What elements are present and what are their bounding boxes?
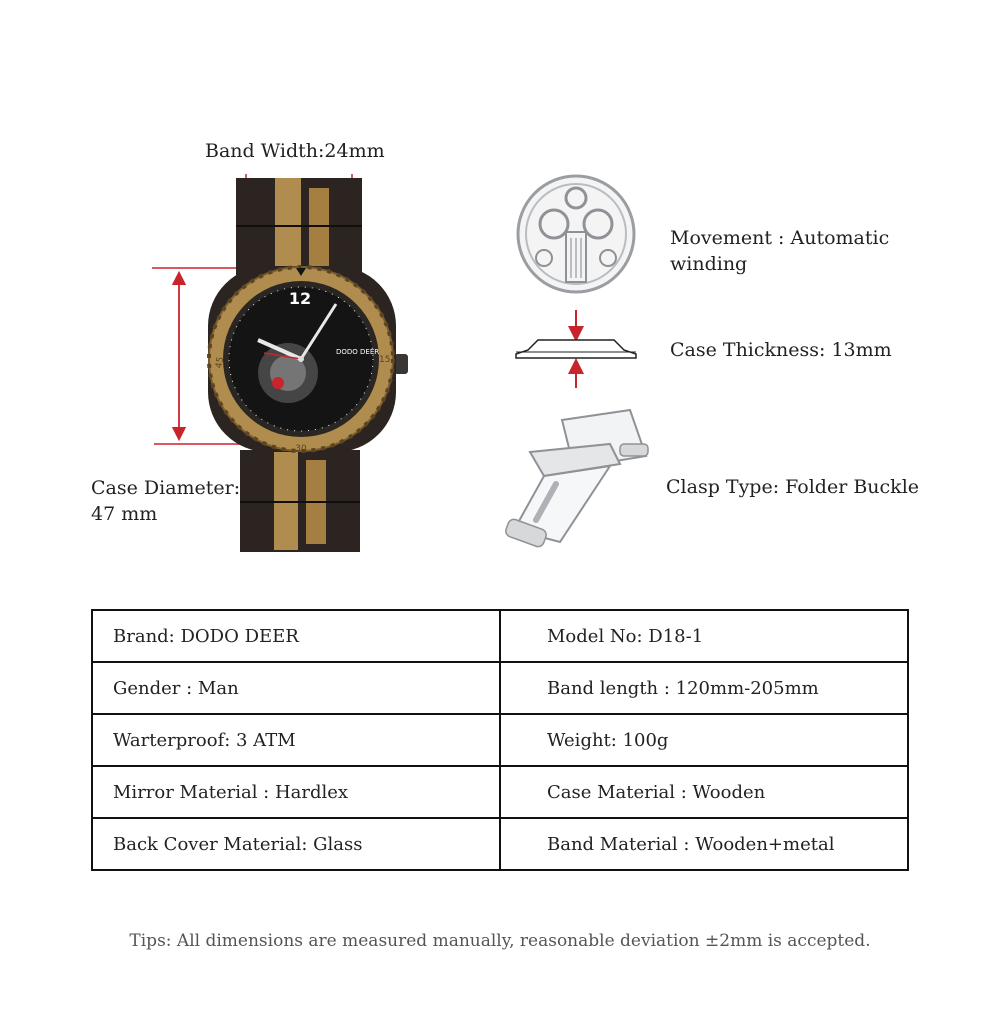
case-thickness-label: Case Thickness: 13mm: [670, 339, 892, 361]
case-diameter-text: Case Diameter:: [91, 477, 241, 499]
crown: [394, 354, 408, 374]
movement-text: Movement : Automatic: [670, 227, 890, 249]
movement-image: [514, 172, 638, 296]
numeral-12: 12: [288, 289, 312, 308]
band-width-label: Band Width:24mm: [205, 140, 385, 162]
spec-back-cover-material: Back Cover Material: Glass: [92, 818, 500, 870]
case-diameter-label: [91, 475, 240, 527]
spec-weight: Weight: 100g: [500, 714, 908, 766]
case-diameter-value: 47 mm: [91, 503, 158, 525]
dial-brand-text: DODO DEER: [336, 348, 380, 356]
table-row: [92, 818, 908, 870]
specifications-table: [91, 609, 909, 871]
movement-label: [670, 225, 889, 277]
table-row: [92, 610, 908, 662]
table-row: [92, 662, 908, 714]
spec-waterproof: Warterproof: 3 ATM: [92, 714, 500, 766]
numeral-30: 30: [295, 444, 307, 454]
spec-model: Model No: D18-1: [500, 610, 908, 662]
clasp-image: [500, 404, 650, 552]
case-thickness-image: [512, 308, 640, 390]
spec-brand: Brand: DODO DEER: [92, 610, 500, 662]
spec-band-length: Band length : 120mm-205mm: [500, 662, 908, 714]
numeral-15: 15: [379, 355, 391, 365]
movement-text-cont: winding: [670, 253, 748, 275]
spec-case-material: Case Material : Wooden: [500, 766, 908, 818]
tips-note: Tips: All dimensions are measured manually, reasonable deviation ±2mm is accepted.: [129, 931, 871, 951]
table-row: [92, 714, 908, 766]
spec-mirror-material: Mirror Material : Hardlex: [92, 766, 500, 818]
table-row: [92, 766, 908, 818]
lower-band: [240, 450, 360, 552]
numeral-45: 45: [214, 356, 227, 370]
spec-gender: Gender : Man: [92, 662, 500, 714]
clasp-type-label: Clasp Type: Folder Buckle: [666, 476, 920, 498]
spec-band-material: Band Material : Wooden+metal: [500, 818, 908, 870]
